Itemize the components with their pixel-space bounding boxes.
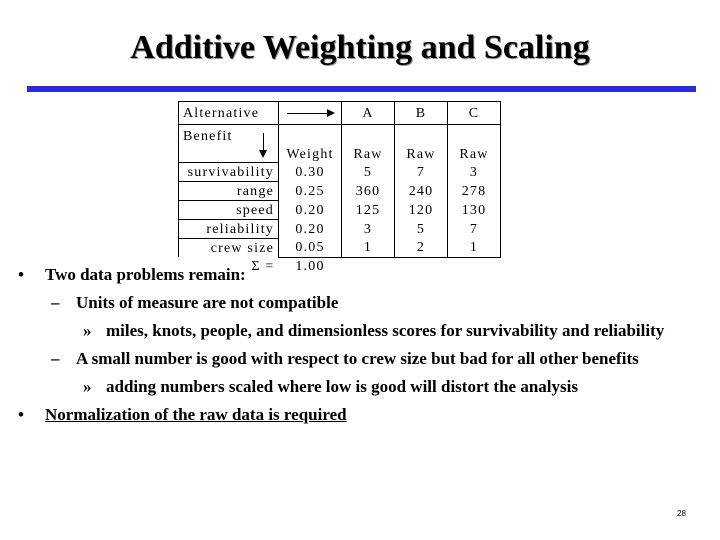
raw-value-c: 7 [448, 220, 501, 239]
dash-marker-icon: – [51, 349, 60, 368]
detail-bullet-item [18, 320, 696, 342]
sum-label: Σ = [251, 258, 275, 274]
raw-value-c: 130 [448, 201, 501, 220]
alternative-arrow-cell [279, 102, 342, 125]
raw-header-b: Raw [395, 125, 448, 163]
raw-value-a: 125 [342, 201, 395, 220]
raw-value-a: 360 [342, 182, 395, 201]
down-arrow-icon [263, 133, 264, 155]
raw-value-c: 278 [448, 182, 501, 201]
table-row [179, 163, 501, 182]
raw-header-c: Raw [448, 125, 501, 163]
alt-header-b: B [395, 102, 448, 125]
raw-value-b: 7 [395, 163, 448, 182]
benefit-name: crew size [179, 239, 279, 258]
title-rule [27, 86, 696, 92]
sub-bullet-text: A small number is good with respect to crew size but bad for all other benefits [76, 349, 639, 368]
alt-header-a: A [342, 102, 395, 125]
scoring-table [178, 101, 501, 276]
benefit-name: survivability [179, 163, 279, 182]
detail-bullet-text: miles, knots, people, and dimensionless scores for survivability and reliability [106, 321, 665, 340]
table-row [179, 182, 501, 201]
bullet-dot-icon: • [18, 405, 24, 424]
benefit-name: range [179, 182, 279, 201]
raw-value-b: 2 [395, 239, 448, 258]
page-number: 28 [677, 509, 686, 518]
benefit-name: reliability [179, 220, 279, 239]
table-row [179, 220, 501, 239]
benefit-label-cell [179, 125, 279, 163]
table-row [179, 239, 501, 258]
bullet-dot-icon: • [18, 265, 24, 284]
raw-header-a: Raw [342, 125, 395, 163]
sub-bullet-text: Units of measure are not compatible [76, 293, 339, 312]
alt-header-c: C [448, 102, 501, 125]
bullet-item [18, 404, 698, 426]
chevron-marker-icon: » [83, 321, 92, 340]
raw-value-c: 3 [448, 163, 501, 182]
chevron-marker-icon: » [83, 377, 92, 396]
raw-value-b: 240 [395, 182, 448, 201]
detail-bullet-item [18, 376, 696, 398]
table-row [179, 201, 501, 220]
raw-value-b: 120 [395, 201, 448, 220]
raw-value-a: 1 [342, 239, 395, 258]
weight-value: 0.25 [295, 183, 325, 199]
bullet-list [18, 264, 698, 426]
slide-title: Additive Weighting and Scaling [130, 29, 590, 66]
sum-value: 1.00 [295, 259, 325, 274]
raw-value-a: 3 [342, 220, 395, 239]
weight-value: 0.20 [295, 202, 325, 218]
alternative-label: Alternative [179, 102, 279, 125]
benefit-name: speed [179, 201, 279, 220]
weight-value: 0.20 [295, 221, 325, 237]
weight-value: 0.05 [279, 239, 342, 258]
raw-value-c: 1 [448, 239, 501, 258]
weight-value: 0.30 [295, 164, 325, 180]
detail-bullet-text: adding numbers scaled where low is good will distort the analysis [106, 377, 578, 396]
bullet-text: Normalization of the raw data is required [45, 405, 347, 424]
bullet-item [18, 264, 698, 286]
benefit-label: Benefit [183, 129, 233, 144]
dash-marker-icon: – [51, 293, 60, 312]
bullet-text: Two data problems remain: [45, 265, 246, 284]
weight-header: Weight [286, 146, 334, 162]
sub-bullet-item [18, 348, 698, 370]
raw-value-b: 5 [395, 220, 448, 239]
raw-value-a: 5 [342, 163, 395, 182]
sub-bullet-item [18, 292, 698, 314]
right-arrow-icon [287, 113, 333, 114]
table-header-row [179, 102, 501, 125]
benefit-header-row [179, 125, 501, 163]
